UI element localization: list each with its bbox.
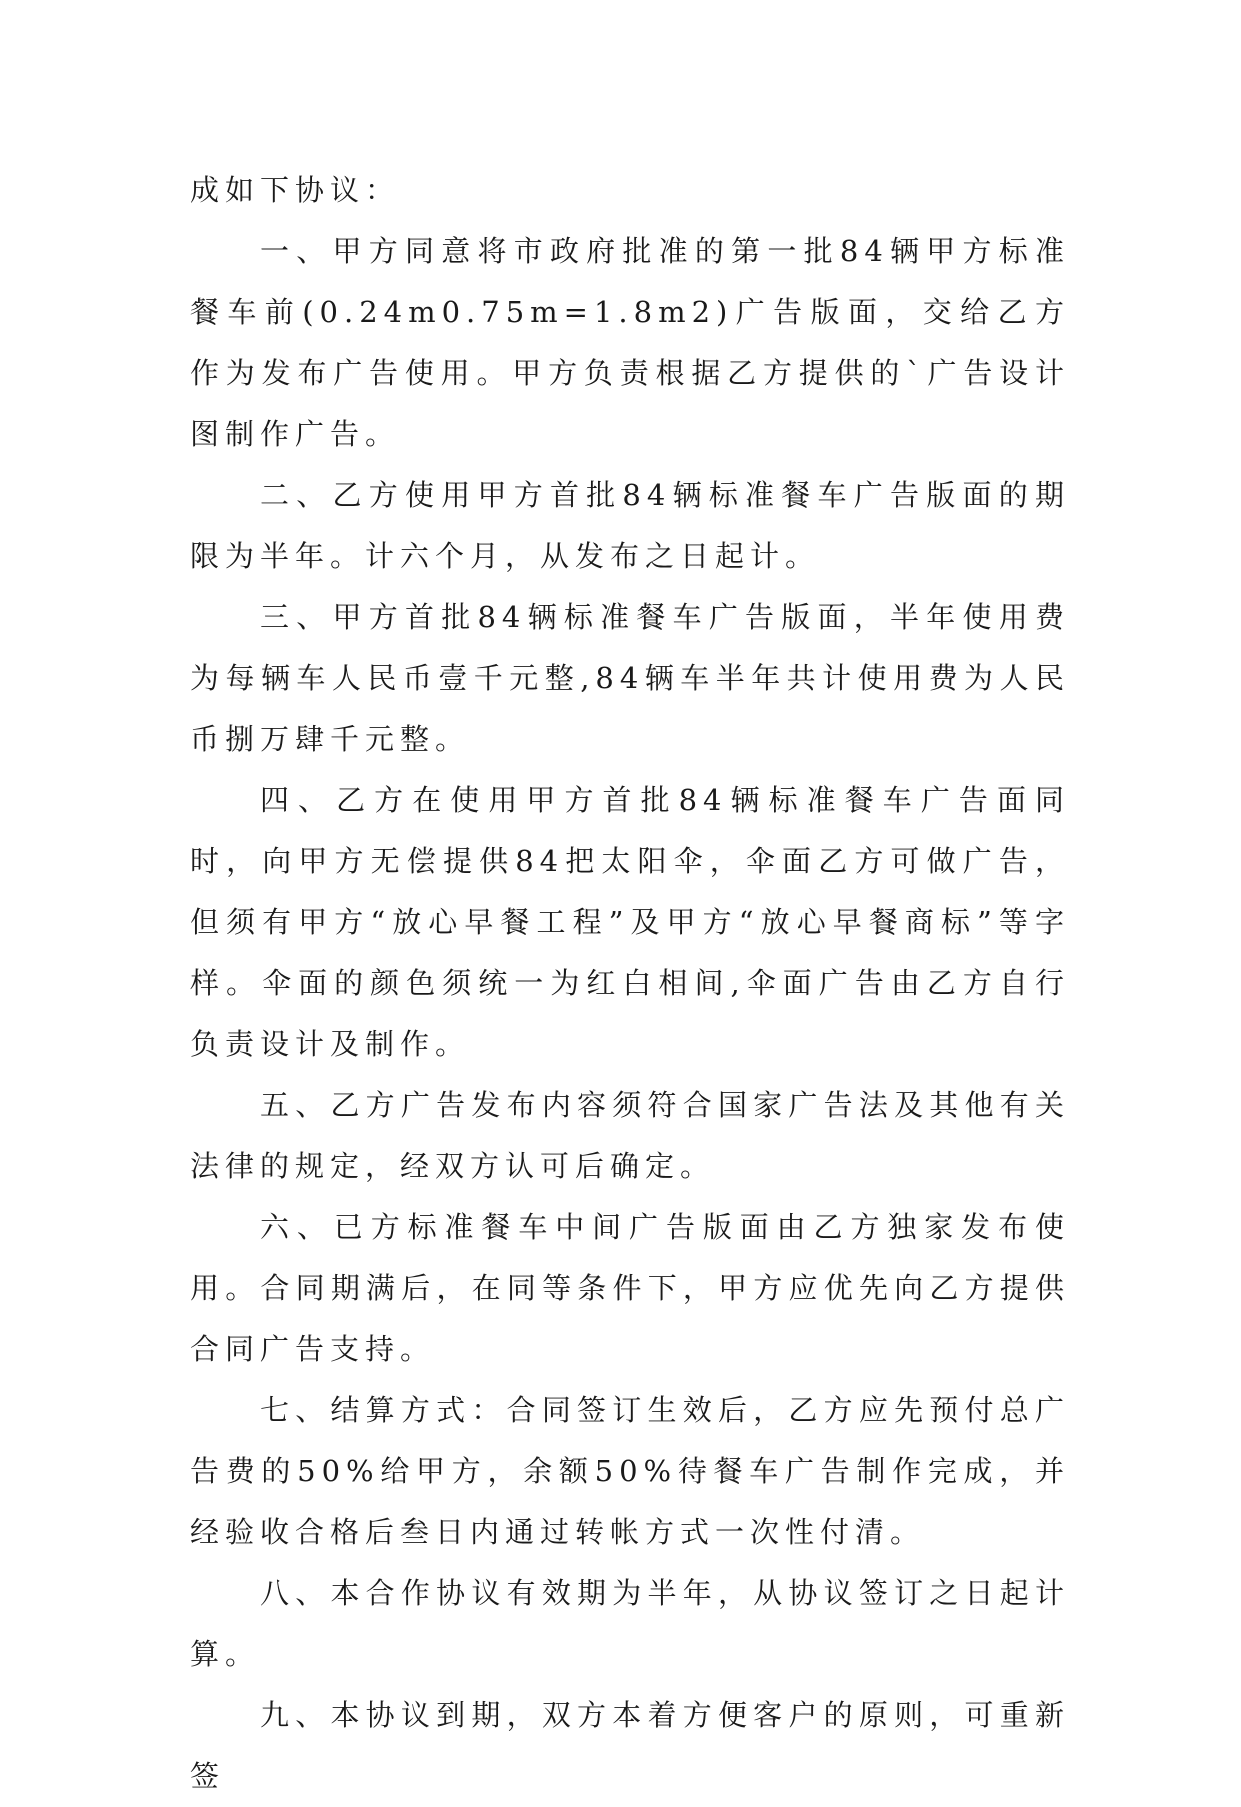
paragraph-clause-9: 九、本协议到期，双方本着方便客户的原则，可重新签 [190, 1698, 1070, 1793]
paragraph-intro: 成如下协议： [190, 173, 401, 207]
paragraph-clause-8: 八、本合作协议有效期为半年，从协议签订之日起计算。 [190, 1576, 1070, 1671]
paragraph-clause-4: 四、乙方在使用甲方首批84辆标准餐车广告面同时，向甲方无偿提供84把太阳伞，伞面乙方可做广告，但须有甲方“放心早餐工程”及甲方“放心早餐商标”等字样。伞面的颜色须统一为红白相间,伞面广告由乙方自行负责设计及制作。 [190, 783, 1070, 1061]
document-body [190, 160, 1070, 1807]
paragraph-clause-1: 一、甲方同意将市政府批准的第一批84辆甲方标准餐车前(0.24m0.75m=1.8m2)广告版面，交给乙方作为发布广告使用。甲方负责根据乙方提供的`广告设计图制作广告。 [190, 234, 1070, 451]
paragraph-clause-7: 七、结算方式：合同签订生效后，乙方应先预付总广告费的50%给甲方，余额50%待餐车广告制作完成，并经验收合格后叁日内通过转帐方式一次性付清。 [190, 1393, 1070, 1549]
paragraph-clause-3: 三、甲方首批84辆标准餐车广告版面，半年使用费为每辆车人民币壹千元整,84辆车半年共计使用费为人民币捌万肆千元整。 [190, 600, 1070, 756]
paragraph-clause-5: 五、乙方广告发布内容须符合国家广告法及其他有关法律的规定，经双方认可后确定。 [190, 1088, 1070, 1183]
paragraph-clause-6: 六、已方标准餐车中间广告版面由乙方独家发布使用。合同期满后，在同等条件下，甲方应优先向乙方提供合同广告支持。 [190, 1210, 1070, 1366]
paragraph-clause-2: 二、乙方使用甲方首批84辆标准餐车广告版面的期限为半年。计六个月，从发布之日起计。 [190, 478, 1070, 573]
